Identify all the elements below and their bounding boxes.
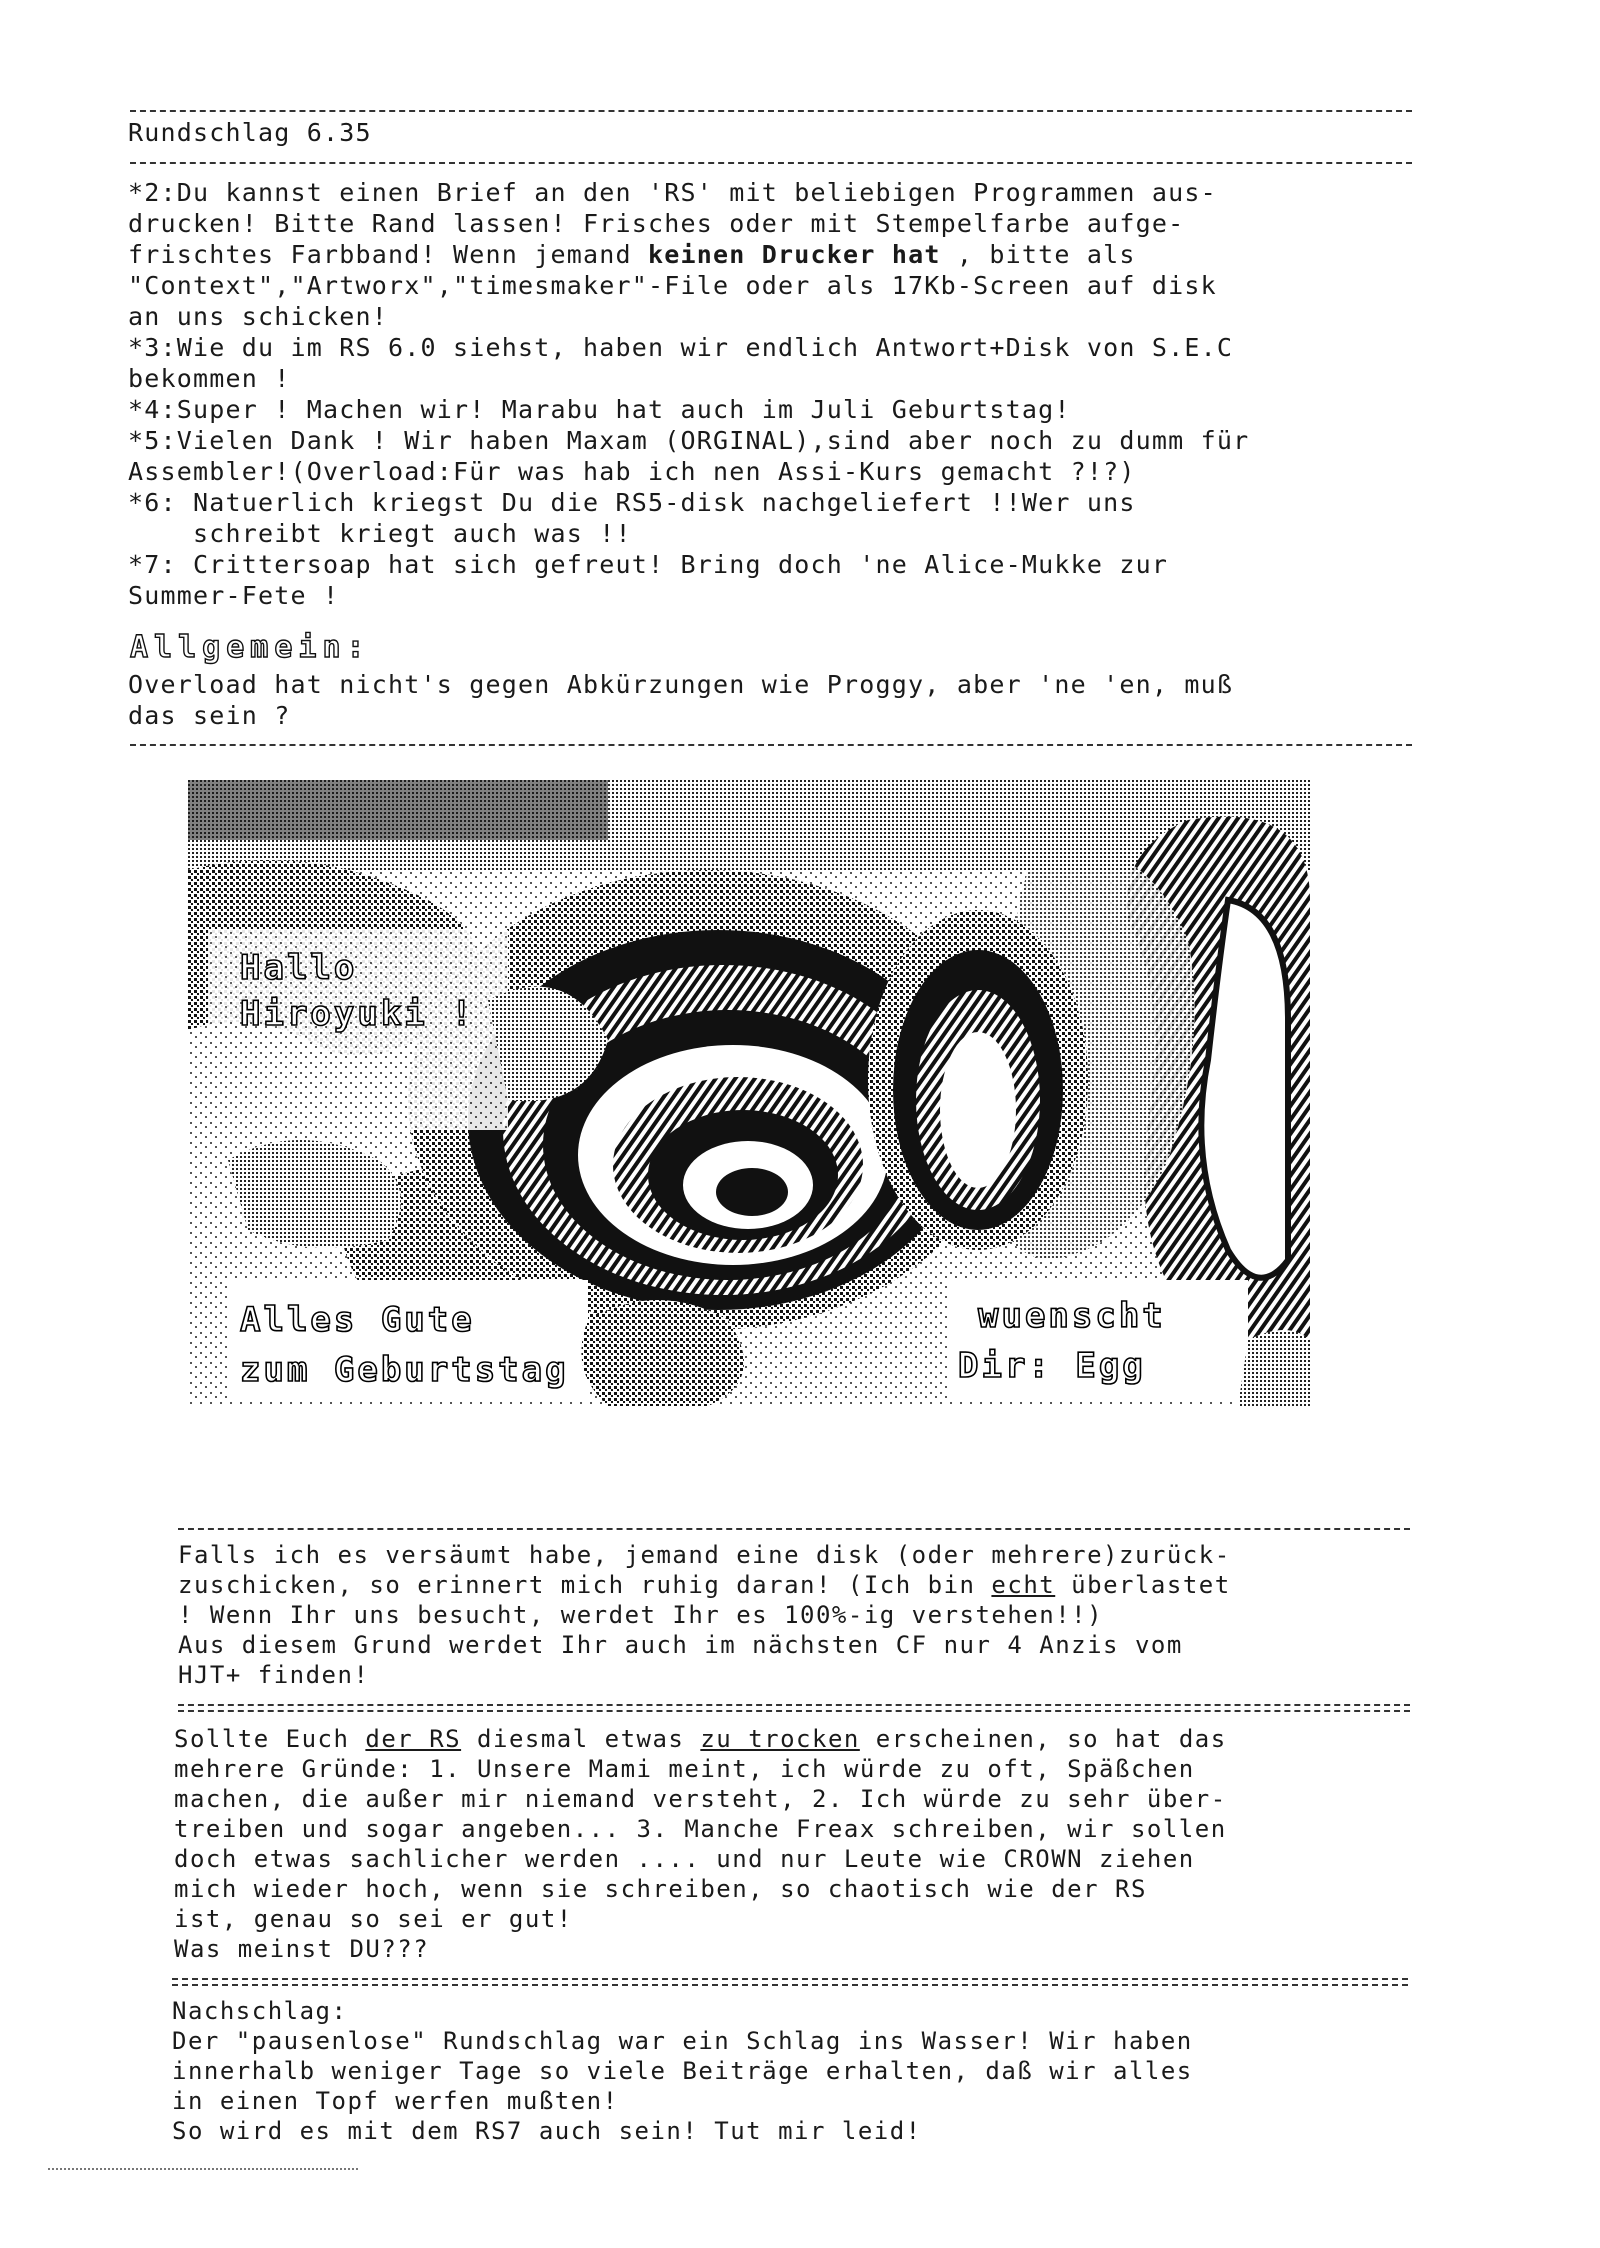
image-text-alles-gute: Alles Gute (240, 1300, 475, 1340)
page-title: Rundschlag 6.35 (128, 118, 372, 147)
section-divider (130, 744, 1412, 746)
top-divider (130, 110, 1412, 112)
image-text-name: Hiroyuki ! (240, 994, 475, 1034)
scan-artifact-line (48, 2168, 358, 2174)
answer-line: bekommen ! (128, 364, 291, 393)
nachschlag-line: Der "pausenlose" Rundschlag war ein Schlag ins Wasser! Wir haben (172, 2027, 1193, 2055)
falls-line: zuschicken, so erinnert mich ruhig daran! (Ich bin echt überlastet (178, 1571, 1231, 1599)
answer-line: schreibt kriegt auch was !! (128, 519, 632, 548)
answer-line: *7: Crittersoap hat sich gefreut! Bring doch 'ne Alice-Mukke zur (128, 550, 1169, 579)
answer-line: *2:Du kannst einen Brief an den 'RS' mit beliebigen Programmen aus- (128, 178, 1217, 207)
falls-line: Aus diesem Grund werdet Ihr auch im nächsten CF nur 4 Anzis vom (178, 1631, 1183, 1659)
nachschlag-line: innerhalb weniger Tage so viele Beiträge erhalten, daß wir alles (172, 2057, 1193, 2085)
answer-line: "Context","Artworx","timesmaker"-File oder als 17Kb-Screen auf disk (128, 271, 1217, 300)
nachschlag-line: in einen Topf werfen mußten! (172, 2087, 619, 2115)
sollte-line: doch etwas sachlicher werden .... und nur Leute wie CROWN ziehen (174, 1845, 1195, 1873)
sollte-line: mich wieder hoch, wenn sie schreiben, so chaotisch wie der RS (174, 1875, 1147, 1903)
emphasis-der-rs: der RS (365, 1725, 462, 1753)
answer-line: *4:Super ! Machen wir! Marabu hat auch im Juli Geburtstag! (128, 395, 1071, 424)
nachschlag-line: So wird es mit dem RS7 auch sein! Tut mir leid! (172, 2117, 922, 2145)
allgemein-heading: Allgemein: (130, 630, 371, 665)
sollte-line: treiben und sogar angeben... 3. Manche Freax schreiben, wir sollen (174, 1815, 1227, 1843)
answer-line: an uns schicken! (128, 302, 389, 331)
image-text-hallo: Hallo (240, 948, 358, 988)
sollte-line: ist, genau so sei er gut! (174, 1905, 573, 1933)
sollte-line: mehrere Gründe: 1. Unsere Mami meint, ich würde zu oft, Späßchen (174, 1755, 1195, 1783)
nachschlag-heading: Nachschlag: (172, 1997, 348, 2025)
answer-line: *6: Natuerlich kriegst Du die RS5-disk nachgeliefert !!Wer uns (128, 488, 1136, 517)
birthday-fractal-image (188, 780, 1310, 1406)
allgemein-line: das sein ? (128, 701, 291, 730)
answer-line: Summer-Fete ! (128, 581, 340, 610)
answer-line: *3:Wie du im RS 6.0 siehst, haben wir endlich Antwort+Disk von S.E.C (128, 333, 1234, 362)
emphasis-echt: echt (991, 1571, 1056, 1599)
answer-line: *5:Vielen Dank ! Wir haben Maxam (ORGINAL),sind aber noch zu dumm für (128, 426, 1250, 455)
sollte-line: machen, die außer mir niemand versteht, 2. Ich würde zu sehr über- (174, 1785, 1227, 1813)
allgemein-line: Overload hat nicht's gegen Abkürzungen wie Proggy, aber 'ne 'en, muß (128, 670, 1234, 699)
image-text-signature: Dir: Egg (958, 1346, 1146, 1386)
answer-line: Assembler!(Overload:Für was hab ich nen Assi-Kurs gemacht ?!?) (128, 457, 1136, 486)
falls-line: Falls ich es versäumt habe, jemand eine disk (oder mehrere)zurück- (178, 1541, 1231, 1569)
double-divider (178, 1704, 1410, 1712)
emphasis-keinen-drucker: keinen Drucker hat (648, 240, 941, 269)
image-text-geburtstag: zum Geburtstag (240, 1350, 569, 1390)
falls-line: HJT+ finden! (178, 1661, 370, 1689)
image-text-wuenscht: wuenscht (978, 1296, 1166, 1336)
answer-line: frischtes Farbband! Wenn jemand keinen Drucker hat , bitte als (128, 240, 1136, 269)
sollte-line: Was meinst DU??? (174, 1935, 430, 1963)
double-divider (172, 1978, 1408, 1986)
answer-line: drucken! Bitte Rand lassen! Frisches oder mit Stempelfarbe aufge- (128, 209, 1185, 238)
header-divider (130, 162, 1412, 164)
sollte-line: Sollte Euch der RS diesmal etwas zu trocken erscheinen, so hat das (174, 1725, 1227, 1753)
falls-line: ! Wenn Ihr uns besucht, werdet Ihr es 100%-ig verstehen!!) (178, 1601, 1104, 1629)
emphasis-zu-trocken: zu trocken (700, 1725, 860, 1753)
falls-divider (178, 1528, 1410, 1530)
